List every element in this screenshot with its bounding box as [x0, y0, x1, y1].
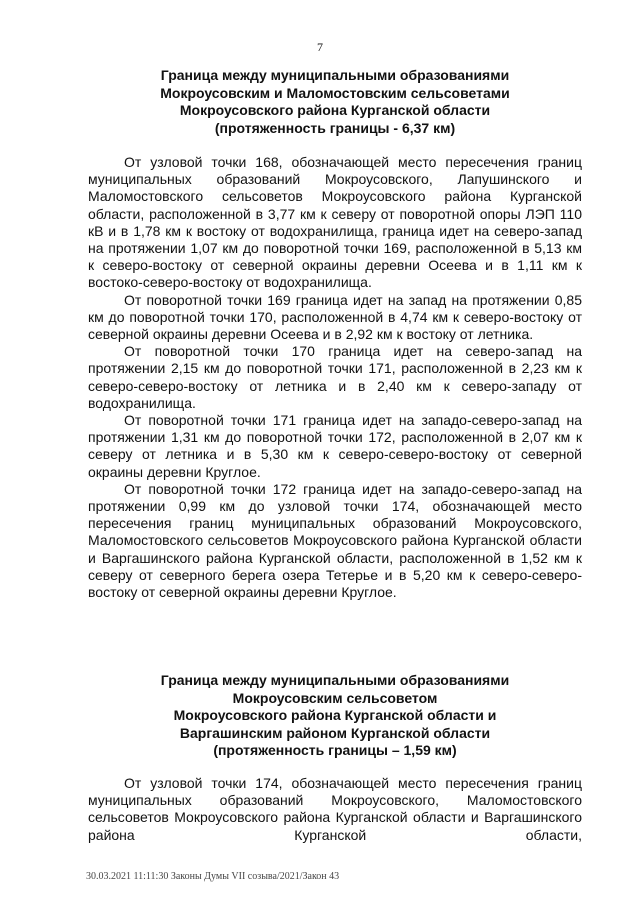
- paragraph: От поворотной точки 172 граница идет на западо-северо-запад на протяжении 0,99 км до узловой точки 174, обозначающей место пересечения границ муниципальных образований Мокроусовского, Маломостовского сельсоветов Мокроусовского района Курганской области и Варгашинского района Курганской области, расположенной в 1,52 км к северу от северного берега озера Тетерье и в 5,20 км к северо-северо-востоку от северной окраины деревни Круглое.: [88, 480, 582, 601]
- section-1-body: [88, 154, 582, 601]
- section-1-heading-line: Граница между муниципальными образованиями: [160, 67, 510, 83]
- section-1-heading-line: Мокроусовским и Маломостовским сельсоветами: [160, 84, 510, 101]
- paragraph: От узловой точки 174, обозначающей место пересечения границ муниципальных образований Мокроусовского, Маломостовского сельсоветов Мокроусовского района Курганской области и Варгашинского района Курганской области,: [88, 775, 582, 843]
- section-2-heading-line: (протяженность границы – 1,59 км): [213, 742, 457, 758]
- section-2-heading-line: Варгашинским районом Курганской области: [179, 724, 491, 741]
- paragraph: От узловой точки 168, обозначающей место пересечения границ муниципальных образований Мокроусовского, Лапушинского и Маломостовского сельсоветов Мокроусовского района Курганской области, расположенной в 3,77 км к северу от поворотной опоры ЛЭП 110 кВ и в 1,78 км к востоку от водохранилища, граница идет на северо-запад на протяжении 1,07 км до поворотной точки 169, расположенной в 5,13 км к северо-востоку от северной окраины деревни Осеева и в 1,11 км к востоко-северо-востоку от водохранилища.: [88, 154, 582, 291]
- paragraph: От поворотной точки 169 граница идет на запад на протяжении 0,85 км до поворотной точки 170, расположенной в 4,74 км к северо-востоку от северной окраины деревни Осеева и в 2,92 км к востоку от летника.: [88, 291, 582, 343]
- section-2-heading-line: Мокроусовского района Курганской области и: [173, 707, 497, 723]
- section-2-heading: [88, 672, 582, 760]
- section-2-body: [88, 775, 582, 844]
- document-footer: 30.03.2021 11:11:30 Законы Думы VII созыва/2021/Закон 43: [86, 871, 340, 882]
- section-1-heading-line: Мокроусовского района Курганской области: [179, 102, 491, 118]
- section-1-heading: [88, 67, 582, 137]
- section-2-heading-line: Мокроусовским сельсоветом: [232, 689, 438, 706]
- paragraph: От поворотной точки 171 граница идет на западо-северо-запад на протяжении 1,31 км до поворотной точки 172, расположенной в 2,07 км к северу от летника и в 5,30 км к северо-северо-востоку от северной окраины деревни Круглое.: [88, 412, 582, 480]
- section-1-heading-line: (протяженность границы - 6,37 км): [214, 119, 456, 136]
- section-2-heading-line: Граница между муниципальными образованиями: [160, 672, 510, 688]
- paragraph: От поворотной точки 170 граница идет на северо-запад на протяжении 2,15 км до поворотной точки 171, расположенной в 2,23 км к северо-северо-востоку от летника и в 2,40 км к северо-западу от водохранилища.: [88, 343, 582, 411]
- page-number: 7: [317, 40, 323, 54]
